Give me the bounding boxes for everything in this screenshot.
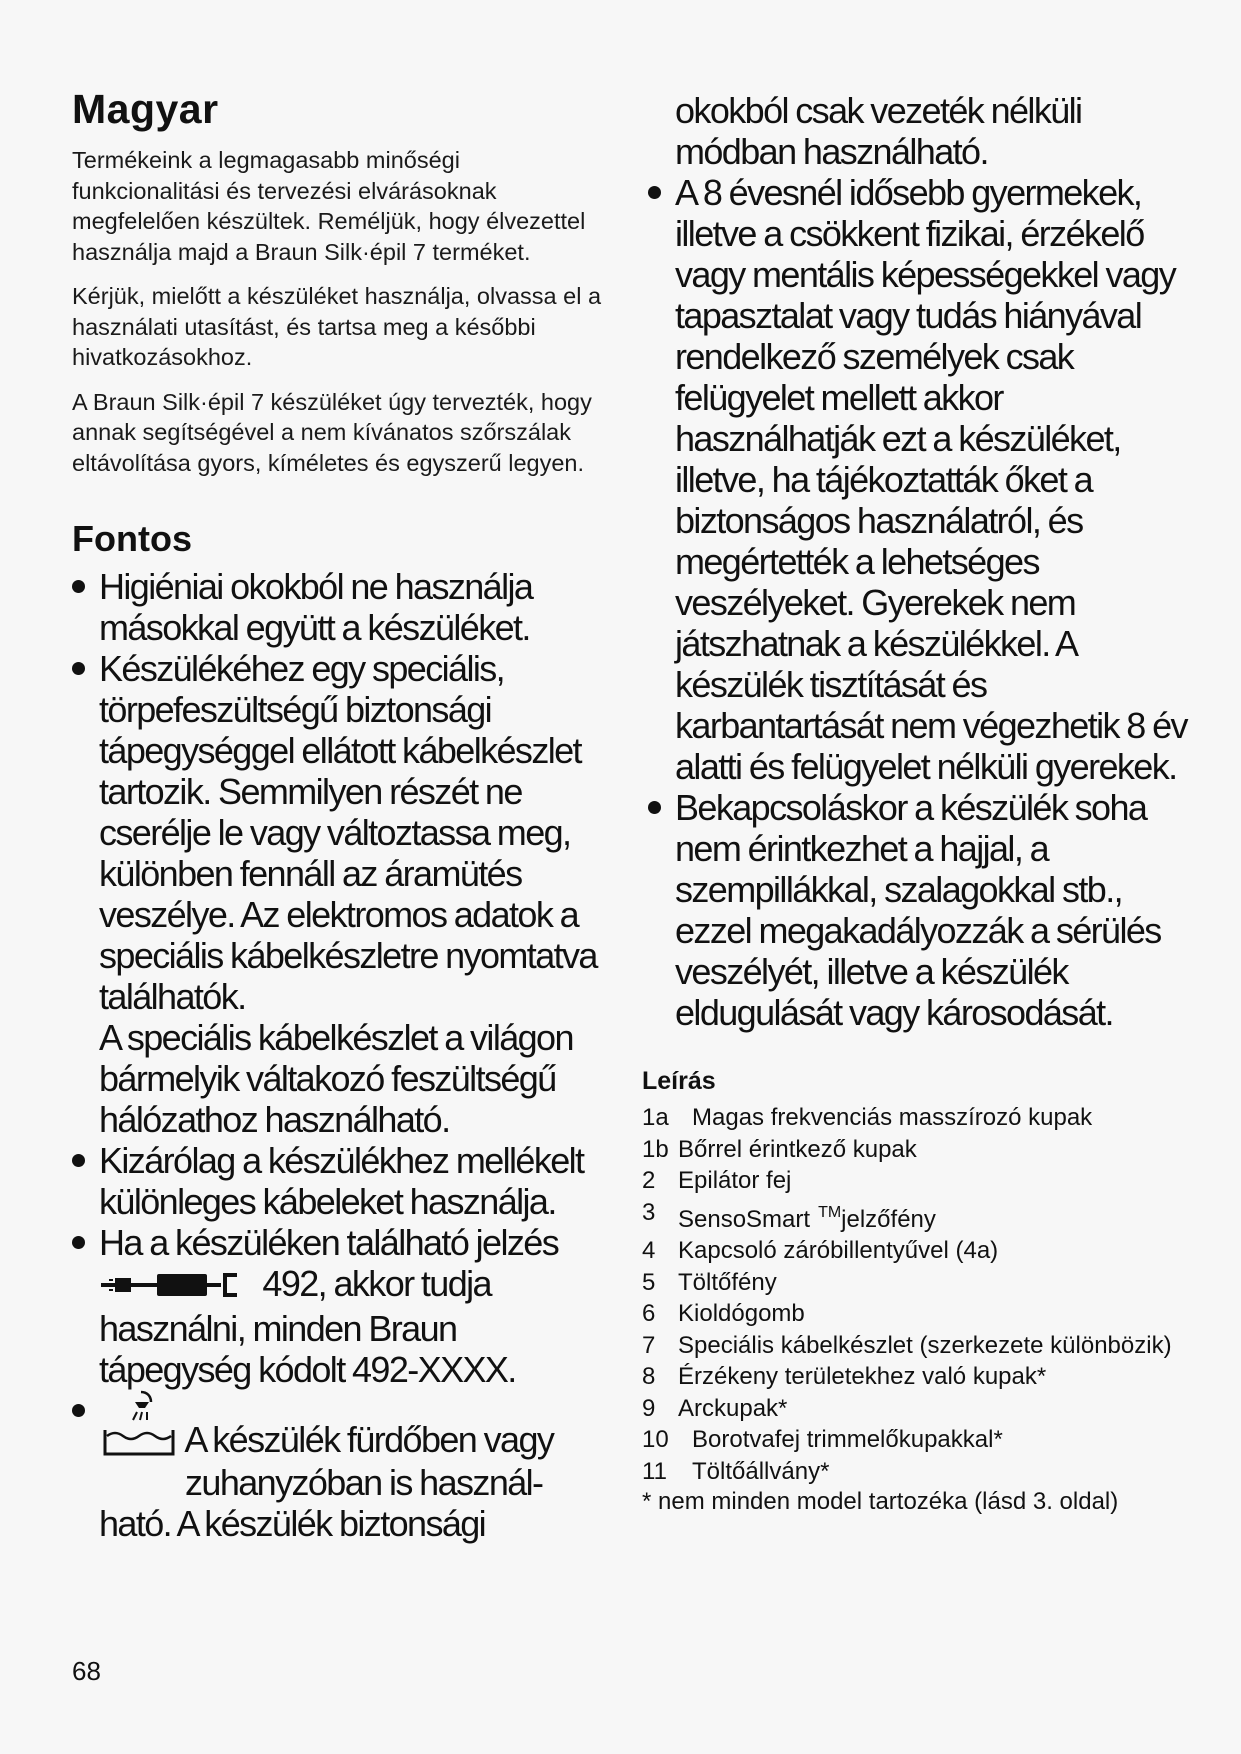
item-number: 1b [642,1135,669,1163]
bullet-text: Higiéniai okokból ne használja másokkal együtt a készüléket. [99,566,533,648]
item-number: 4 [642,1237,656,1264]
list-item [642,1102,1193,1134]
list-item [642,1361,1193,1393]
right-column [642,90,1193,1515]
intro-paragraph-2: Kérjük, mielőtt a készüléket használja, olvassa el a használati utasítást, és tartsa meg a későbbi hivatkozásokhoz. [72,283,602,370]
bullet-item [72,566,612,648]
important-bullet-list-continued [648,172,1193,1033]
bullet-text: Kizárólag a készülékhez mellékelt különleges kábeleket használja. [99,1140,584,1222]
bullet-item [72,648,612,1140]
footnote: * nem minden model tartozéka (lásd 3. oldal) [642,1488,1119,1515]
bullet-item [72,1390,612,1544]
item-label: Epilátor fej [678,1167,792,1194]
bullet-text: Készülékéhez egy speciális, törpefeszültségű biztonsági tápegységgel ellátott kábelkészlet tartozik. Semmilyen részét ne cserélje le vagy változtassa meg, különben fennáll az áramütés veszélye. Az elektromos adatok a speciális kábelkészletre nyomtatva találhatók. [99,648,597,1017]
item-number: 6 [642,1300,656,1327]
item-number: 3 [642,1198,656,1226]
bullet-dot-icon [72,1154,85,1167]
bullet-dot-icon [72,580,85,593]
power-connector-icon [99,1267,249,1308]
item-number: 7 [642,1331,656,1359]
list-item [642,1298,1193,1330]
list-item [642,1393,1193,1425]
item-label: Arckupak* [678,1394,788,1422]
item-number: 5 [642,1268,656,1296]
item-label: Speciális kábelkészlet (szerkezete különbözik) [678,1331,1172,1359]
trademark-mark: TM [818,1203,842,1221]
item-number: 2 [642,1167,656,1194]
item-label: Töltőállvány* [692,1457,830,1485]
item-label: Érzékeny területekhez való kupak* [678,1363,1047,1390]
description-section [642,1067,1193,1515]
important-heading: Fontos [72,518,192,559]
item-number: 1a [642,1104,669,1131]
item-label: Kioldógomb [678,1300,805,1327]
list-item [642,1134,1193,1166]
bullet-text: 492, akkor tudja használni, minden Braun tápegység kódolt 492-XXXX. [99,1263,516,1390]
item-label: Magas frekvenciás masszírozó kupak [692,1104,1093,1131]
page-number: 68 [72,1656,101,1686]
list-item [642,1197,1193,1236]
item-label: Töltőfény [678,1268,777,1296]
item-number: 11 [642,1457,667,1485]
left-column [72,86,612,1544]
language-heading: Magyar [72,86,219,132]
item-number: 10 [642,1426,669,1453]
item-label: Bőrrel érintkező kupak [678,1135,917,1163]
bullet-dot-icon [72,1404,85,1417]
bullet-item [72,1140,612,1222]
bullet-text: A 8 évesnél idősebb gyermekek, illetve a csökkent fizikai, érzékelő vagy mentális képességekkel vagy tapasztalat vagy tudás hiányával rendelkező személyek csak felügyelet mellett akkor használhatják ezt a készüléket, illetve, ha tájékoztatták őket a biztonságos használatról, és megértették a lehetséges veszélyeket. Gyerekek nem játszhatnak a készülékkel. A készülék tisztítását és karbantartását nem végezhetik 8 év alatti és felügyelet nélküli gyerekek. [675,172,1187,787]
list-item [642,1235,1193,1267]
bullet-item [648,787,1193,1033]
item-number: 8 [642,1363,656,1390]
list-item [642,1267,1193,1299]
important-bullet-list [72,566,612,1544]
item-label: SensoSmart [678,1205,811,1233]
bullet-dot-icon [648,186,661,199]
item-label: jelzőfény [841,1205,936,1233]
bullet-item [72,1222,612,1390]
list-item [642,1330,1193,1362]
bullet-dot-icon [72,662,85,675]
bullet-text: zuhanyzóban is használ- [185,1462,543,1503]
item-label: Borotvafej trimmelőkupakkal* [692,1426,1003,1453]
bullet-text: A készülék fürdőben vagy [184,1419,554,1460]
item-label: Kapcsoló záróbillentyűvel (4a) [678,1237,999,1264]
bath-shower-icon [99,1390,179,1466]
bullet-dot-icon [72,1236,85,1249]
continued-text: okokból csak vezeték nélküli módban használható. [675,90,1082,172]
intro-paragraph-3: A Braun Silk·épil 7 készüléket úgy tervezték, hogy annak segítségével a nem kívánatos szőrszálak eltávolítása gyors, kíméletes és egyszerű legyen. [72,388,592,476]
bullet-text: Ha a készüléken található jelzés [99,1222,559,1263]
bullet-text: Bekapcsoláskor a készülék soha nem érintkezhet a hajjal, a szempillákkal, szalagokkal stb., ezzel megakadályozzák a sérülés veszélyét, illetve a készülék eldugulását vagy károsodását. [675,787,1161,1033]
list-item [642,1456,1193,1488]
parts-list [642,1102,1193,1487]
description-heading: Leírás [642,1067,716,1095]
intro-paragraph-1: Termékeink a legmagasabb minőségi funkcionalitási és tervezési elvárásoknak megfelelően készültek. Reméljük, hogy élvezettel használja majd a Braun Silk·épil 7 terméket. [72,147,586,265]
bullet-item [648,172,1193,787]
bullet-dot-icon [648,801,661,814]
item-number: 9 [642,1394,656,1422]
list-item [642,1165,1193,1197]
bullet-text: ható. A készülék biztonsági [99,1503,486,1544]
bullet-text: A speciális kábelkészlet a világon bármelyik váltakozó feszültségű hálózathoz használható. [99,1017,573,1140]
list-item [642,1424,1193,1456]
